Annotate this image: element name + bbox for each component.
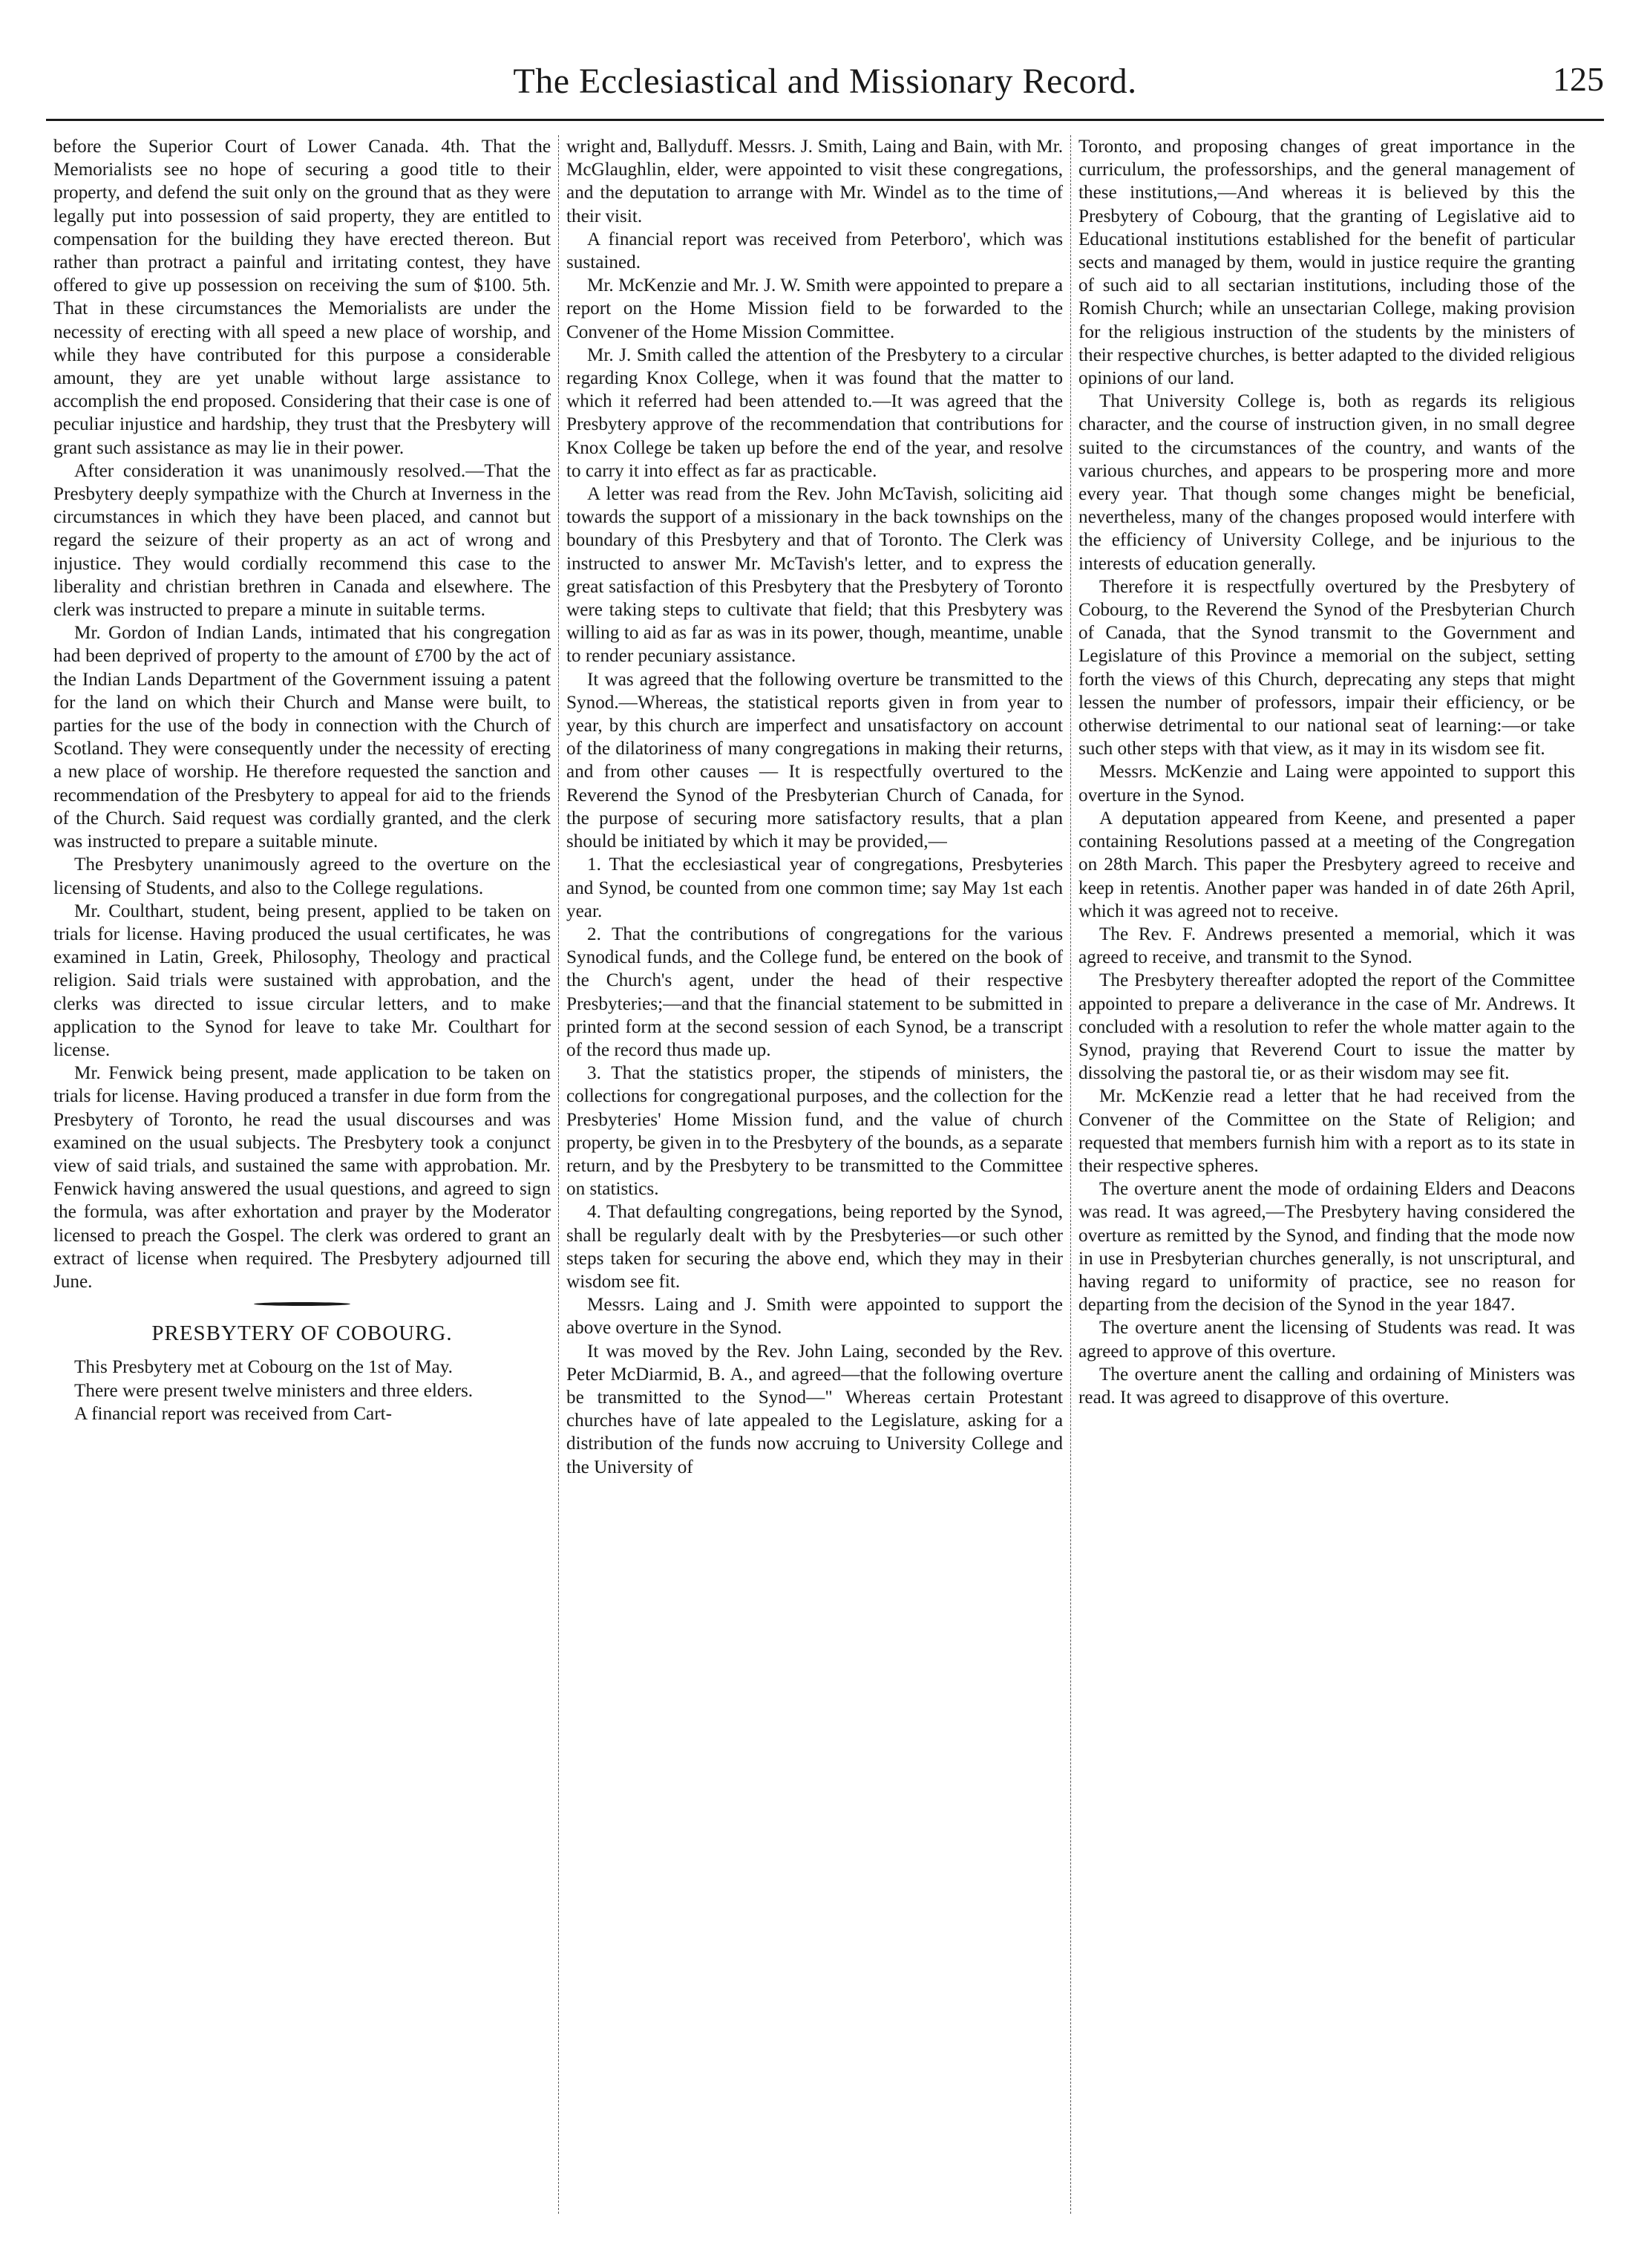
paragraph: wright and, Ballyduff. Messrs. J. Smith, Laing and Bain, with Mr. McGlaughlin, elder, were appointed to visit these congregations, and the deputation to arrange with Mr. Windel as to the time of their visit. xyxy=(566,137,1063,226)
paragraph: A financial report was received from Cart- xyxy=(74,1403,393,1424)
paragraph: The Presbytery unanimously agreed to the overture on the licensing of Students, and also to the College regulations. xyxy=(53,854,551,898)
paragraph: Mr. Fenwick being present, made application to be taken on trials for license. Having produced a transfer in due form from the Presbytery of Toronto, he read the usual discourses and was examined on the usual subjects. The Presbytery took a conjunct view of said trials, and sustained the same with approbation. Mr. Fenwick having answered the usual questions, and agreed to sign the formula, was after exhortation and prayer by the Moderator licensed to preach the Gospel. The clerk was ordered to grant an extract of license when required. The Presbytery adjourned till June. xyxy=(53,1063,551,1292)
paragraph: 4. That defaulting congregations, being reported by the Synod, shall be regularly dealt with by the Presbyteries—or such other steps taken for securing the above end, which they may in their wisdom see fit. xyxy=(566,1202,1063,1292)
section-heading: PRESBYTERY OF COBOURG. xyxy=(151,1321,453,1346)
paragraph: A letter was read from the Rev. John McTavish, soliciting aid towards the support of a missionary in the back townships on the boundary of this Presbytery and that of Toronto. The Clerk was instructed to answer Mr. McTavish's letter, and to express the great satisfaction of this Presbytery that the Presbytery of Toronto were taking steps to cultivate that field; that this Presbytery was willing to aid as far as was in its power, though, meantime, unable to render pecuniary assistance. xyxy=(566,484,1063,667)
paragraph: Mr. Coulthart, student, being present, applied to be taken on trials for license. Having produced the usual certificates, he was examined in Latin, Greek, Philosophy, Theology and practical religion. Said trials were sustained with approbation, and the clerks was directed to issue circular letters, and to make application to the Synod for leave to take Mr. Coulthart for license. xyxy=(53,901,551,1060)
column-2 xyxy=(558,135,1070,2214)
paragraph: Therefore it is respectfully overtured by the Presbytery of Cobourg, to the Reverend the Synod of the Presbyterian Church of Canada, that the Synod transmit to the Government and Legislature of this Province a memorial on the subject, setting forth the views of this Church, deprecating any steps that might lessen the number of professors, impair their efficiency, or be otherwise detrimental to our national seat of learning:—or take such other steps with that view, as it may in its wisdom see fit. xyxy=(1078,576,1575,759)
paragraph: This Presbytery met at Cobourg on the 1st of May. xyxy=(74,1357,453,1378)
page-number: 125 xyxy=(1553,60,1604,98)
paragraph: A deputation appeared from Keene, and presented a paper containing Resolutions passed at a meeting of the Congregation on 28th March. This paper the Presbytery agreed to receive and keep in retentis. Another paper was handed in of date 26th April, which it was agreed not to receive. xyxy=(1078,808,1575,921)
paragraph: Mr. McKenzie read a letter that he had received from the Convener of the Committee on the State of Religion; and requested that members furnish him with a report as to its state in their respective spheres. xyxy=(1078,1086,1575,1176)
paragraph: After consideration it was unanimously resolved.—That the Presbytery deeply sympathize with the Church at Inverness in the circumstances in which they have been placed, and cannot but regard the seizure of their property as an act of wrong and injustice. They would cordially recommend this case to the liberality and christian brethren in Canada and elsewhere. The clerk was instructed to prepare a minute in suitable terms. xyxy=(53,460,551,621)
ornamental-rule xyxy=(254,1302,350,1306)
paragraph: 3. That the statistics proper, the stipends of ministers, the collections for congregational purposes, and the collection for the Presbyteries' Home Mission fund, and the value of church property, be given in to the Presbytery of the bounds, as a separate return, and by the Presbytery to be transmitted to the Committee on statistics. xyxy=(566,1063,1063,1200)
paragraph: Mr. Gordon of Indian Lands, intimated that his congregation had been deprived of property to the amount of £700 by the act of the Indian Lands Department of the Government issuing a patent for the land on which their Church and Manse were built, to parties for the use of the body in connection with the Church of Scotland. They were consequently under the necessity of erecting a new place of worship. He therefore requested the sanction and recommendation of the Presbytery to appeal for aid to the friends of the Church. Said request was cordially granted, and the clerk was instructed to prepare a suitable minute. xyxy=(53,623,551,852)
publication-title: The Ecclesiastical and Missionary Record. xyxy=(513,62,1137,101)
paragraph: Mr. McKenzie and Mr. J. W. Smith were appointed to prepare a report on the Home Mission field to be forwarded to the Convener of the Home Mission Committee. xyxy=(566,275,1063,342)
column-3 xyxy=(1070,135,1582,2214)
paragraph: Messrs. McKenzie and Laing were appointed to support this overture in the Synod. xyxy=(1078,762,1575,805)
paragraph: That University College is, both as regards its religious character, and the course of instruction given, in no small degree suited to the circumstances of the country, and wants of the various churches, and appears to be prospering more and more every year. That though some changes might be beneficial, nevertheless, many of the changes proposed would interfere with the efficiency of University College, and be injurious to the interests of education generally. xyxy=(1078,391,1575,574)
paragraph: Toronto, and proposing changes of great importance in the curriculum, the professorships, and the general management of these institutions,—And whereas it is believed by this the Presbytery of Cobourg, that the granting of Legislative aid to Educational institutions established for the benefit of particular sects and managed by them, would in justice require the granting of such aid to all sectarian institutions, including those of the Romish Church; while an unsectarian College, making provision for the religious instruction of the students by the ministers of their respective churches, is better adapted to the divided religious opinions of our land. xyxy=(1078,137,1575,389)
column-1 xyxy=(46,135,558,2214)
paragraph: Mr. J. Smith called the attention of the Presbytery to a circular regarding Knox College, when it was found that the matter to which it referred had been attended to.—It was agreed that the Presbytery approve of the recommendation that contributions for Knox College be taken up before the end of the year, and resolve to carry it into effect as far as practicable. xyxy=(566,344,1063,481)
paragraph: The Rev. F. Andrews presented a memorial, which it was agreed to receive, and transmit to the Synod. xyxy=(1078,924,1575,968)
paragraph: before the Superior Court of Lower Canada. 4th. That the Memorialists see no hope of securing a good title to their property, and defend the suit only on the ground that as they were legally put into possession of said property, they are entitled to compensation for the building they have erected thereon. But rather than protract a painful and irritating contest, they have offered to give up possession on receiving the sum of $100. 5th. That in these circumstances the Memorialists are under the necessity of erecting with all speed a new place of worship, and while they have contributed for this purpose a considerable amount, they are yet unable without large assistance to accomplish the end proposed. Considering that their case is one of peculiar injustice and hardship, they trust that the Presbytery will grant such assistance as may lie in their power. xyxy=(53,137,551,458)
paragraph: 1. That the ecclesiastical year of congregations, Presbyteries and Synod, be counted from one common time; say May 1st each year. xyxy=(566,854,1063,921)
page-header xyxy=(46,45,1604,121)
paragraph: It was agreed that the following overture be transmitted to the Synod.—Whereas, the statistical reports given in from year to year, by this church are imperfect and unsatisfactory on account of the dilatoriness of many congregations in making their returns, and from other causes — It is respectfully overtured to the Reverend the Synod of the Presbyterian Church of Canada, for the purpose of securing more satisfactory results, that a plan should be initiated by which it may be provided,— xyxy=(566,669,1063,852)
text-columns xyxy=(46,135,1605,2214)
paragraph: A financial report was received from Peterboro', which was sustained. xyxy=(566,229,1063,273)
paragraph: There were present twelve ministers and three elders. xyxy=(74,1380,474,1401)
paragraph: Messrs. Laing and J. Smith were appointed to support the above overture in the Synod. xyxy=(566,1295,1063,1339)
paragraph: The overture anent the calling and ordaining of Ministers was read. It was agreed to disapprove of this overture. xyxy=(1078,1364,1575,1408)
paragraph: The overture anent the mode of ordaining Elders and Deacons was read. It was agreed,—The Presbytery having considered the overture as remitted by the Synod, and finding that the mode now in use in Presbyterian churches generally, is not unscriptural, and having regard to uniformity of practice, see no reason for departing from the decision of the Synod in the year 1847. xyxy=(1078,1179,1575,1316)
paragraph: It was moved by the Rev. John Laing, seconded by the Rev. Peter McDiarmid, B. A., and agreed—that the following overture be transmitted to the Synod—" Whereas certain Protestant churches have of late appealed to the Legislature, asking for a distribution of the funds now accruing to University College and the University of xyxy=(566,1341,1063,1477)
paragraph: 2. That the contributions of congregations for the various Synodical funds, and the College fund, be entered on the book of the Church's agent, under the head of their respective Presbyteries;—and that the financial statement to be submitted in printed form at the second session of each Synod, be a transcript of the record thus made up. xyxy=(566,924,1063,1060)
paragraph: The overture anent the licensing of Students was read. It was agreed to approve of this overture. xyxy=(1078,1318,1575,1362)
paragraph: The Presbytery thereafter adopted the report of the Committee appointed to prepare a deliverance in the case of Mr. Andrews. It concluded with a resolution to refer the whole matter again to the Synod, praying that Reverend Court to issue the matter by dissolving the pastoral tie, or as their wisdom may see fit. xyxy=(1078,970,1575,1084)
